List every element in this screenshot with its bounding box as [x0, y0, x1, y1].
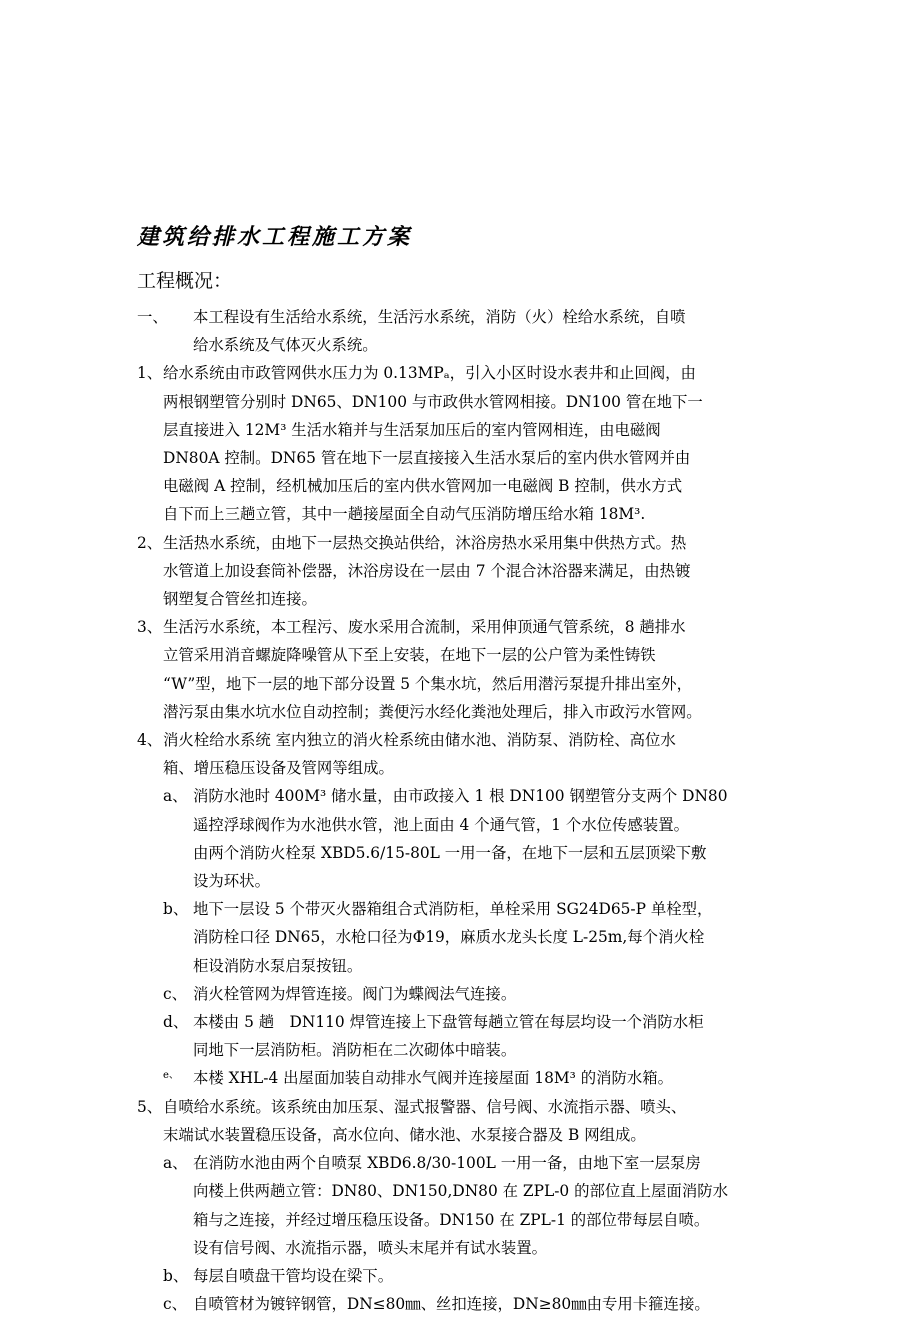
- paragraph-line: 给水系统由市政管网供水压力为 0.13MPₐ，引入小区时设水表井和止回阀，由: [163, 364, 696, 383]
- paragraph-line: 自喷管材为镀锌钢管，DN≤80㎜、丝扣连接，DN≥80㎜由专用卡箍连接。: [193, 1295, 710, 1314]
- paragraph: [0, 782, 920, 895]
- paragraph-line: 遥控浮球阀作为水池供水管，池上面由 4 个通气管，1 个水位传感装置。: [193, 815, 689, 834]
- paragraph-line: 钢塑复合管丝扣连接。: [163, 590, 317, 609]
- paragraph-line: 向楼上供两趟立管：DN80、DN150,DN80 在 ZPL-0 的部位直上屋面消防水: [193, 1182, 728, 1201]
- paragraph: [0, 1149, 920, 1262]
- paragraph-line: 生活污水系统，本工程污、废水采用合流制，采用伸顶通气管系统，8 趟排水: [163, 618, 686, 637]
- paragraph-line: 自喷给水系统。该系统由加压泵、湿式报警器、信号阀、水流指示器、喷头、: [163, 1097, 687, 1116]
- paragraph-line: 柜设消防水泵启泵按钮。: [193, 956, 363, 975]
- paragraph-marker: 一、: [137, 308, 168, 326]
- paragraph: [0, 359, 920, 528]
- paragraph: [0, 895, 920, 980]
- paragraph-line: 地下一层设 5 个带灭火器箱组合式消防柜，单栓采用 SG24D65-P 单栓型，: [193, 900, 713, 919]
- paragraph-line: 立管采用消音螺旋降噪管从下至上安装，在地下一层的公户管为柔性铸铁: [163, 646, 656, 665]
- paragraph-line: 箱与之连接，并经过增压稳压设备。DN150 在 ZPL-1 的部位带每层自喷。: [193, 1210, 710, 1229]
- paragraph: [0, 303, 920, 359]
- paragraph-line: 生活热水系统，由地下一层热交换站供给，沐浴房热水采用集中供热方式。热: [163, 533, 687, 552]
- paragraph-marker: b、: [163, 1266, 189, 1285]
- paragraph-line: 消防水池时 400M³ 储水量，由市政接入 1 根 DN100 钢塑管分支两个 DN80: [193, 787, 728, 806]
- paragraph: [0, 613, 920, 726]
- paragraph-line: 本楼 XHL-4 出屋面加装自动排水气阀并连接屋面 18M³ 的消防水箱。: [193, 1069, 674, 1088]
- paragraph: [0, 1262, 920, 1290]
- paragraph-marker: 1、: [137, 364, 163, 383]
- paragraph-marker: 3、: [137, 618, 163, 637]
- paragraph-marker: a、: [163, 1154, 188, 1173]
- paragraph: [0, 529, 920, 614]
- paragraph-marker: d、: [163, 1013, 189, 1032]
- paragraph-marker: a、: [163, 787, 188, 806]
- paragraph-line: DN80A 控制。DN65 管在地下一层直接接入生活水泵后的室内供水管网并由: [163, 449, 691, 468]
- paragraph-line: 设为环状。: [193, 872, 270, 891]
- paragraph-line: 箱、增压稳压设备及管网等组成。: [163, 759, 394, 778]
- paragraph-line: 末端试水装置稳压设备，高水位向、储水池、水泵接合器及 B 网组成。: [163, 1125, 646, 1144]
- paragraph-line: 本楼由 5 趟 DN110 焊管连接上下盘管每趟立管在每层均设一个消防水柜: [193, 1013, 704, 1032]
- paragraph-line: 层直接进入 12M³ 生活水箱并与生活泵加压后的室内管网相连，由电磁阀: [163, 420, 661, 439]
- paragraph-line: 消火栓给水系统 室内独立的消火栓系统由储水池、消防泵、消防栓、高位水: [163, 731, 676, 750]
- paragraph-line: 本工程设有生活给水系统，生活污水系统，消防（火）栓给水系统，自喷: [193, 308, 686, 326]
- paragraph-marker: b、: [163, 900, 189, 919]
- document-body: [0, 303, 920, 1318]
- paragraph-line: 每层自喷盘干管均设在梁下。: [193, 1266, 394, 1285]
- paragraph-line: 自下而上三趟立管，其中一趟接屋面全自动气压消防增压给水箱 18M³.: [163, 505, 646, 524]
- paragraph: [0, 1008, 920, 1064]
- paragraph-line: 同地下一层消防柜。消防柜在二次砌体中暗装。: [193, 1041, 517, 1060]
- paragraph-marker: c、: [163, 984, 188, 1003]
- paragraph-line: 两根钢塑管分别时 DN65、DN100 与市政供水管网相接。DN100 管在地下一: [163, 392, 703, 411]
- paragraph-line: 潜污泵由集水坑水位自动控制；粪便污水经化粪池处理后，排入市政污水管网。: [163, 702, 702, 721]
- paragraph-line: 电磁阀 A 控制，经机械加压后的室内供水管网加一电磁阀 B 控制，供水方式: [163, 477, 683, 496]
- paragraph-line: 水管道上加设套筒补偿器，沐浴房设在一层由 7 个混合沐浴器来满足，由热镀: [163, 561, 691, 580]
- paragraph-marker: c、: [163, 1295, 188, 1314]
- paragraph: [0, 1290, 920, 1318]
- paragraph: [0, 1093, 920, 1149]
- paragraph: [0, 1064, 920, 1092]
- paragraph-line: “W”型，地下一层的地下部分设置 5 个集水坑，然后用潜污泵提升排出室外，: [163, 674, 692, 693]
- section-heading: 工程概况：: [137, 270, 233, 292]
- paragraph-marker: e、: [163, 1070, 179, 1082]
- paragraph-line: 消防栓口径 DN65，水枪口径为Φ19，麻质水龙头长度 L-25m,每个消火栓: [193, 928, 705, 947]
- paragraph-line: 设有信号阀、水流指示器，喷头末尾并有试水装置。: [193, 1238, 547, 1257]
- document-title: 建筑给排水工程施工方案: [137, 224, 413, 250]
- paragraph-marker: 5、: [137, 1097, 163, 1116]
- paragraph-line: 消火栓管网为焊管连接。阀门为蝶阀法气连接。: [193, 984, 517, 1003]
- paragraph-marker: 4、: [137, 731, 163, 750]
- paragraph: [0, 726, 920, 782]
- paragraph-line: 在消防水池由两个自喷泵 XBD6.8/30-100L 一用一备，由地下室一层泵房: [193, 1154, 701, 1173]
- paragraph-line: 给水系统及气体灭火系统。: [193, 336, 378, 355]
- paragraph-line: 由两个消防火栓泵 XBD5.6/15-80L 一用一备，在地下一层和五层顶梁下敷: [193, 843, 707, 862]
- paragraph-marker: 2、: [137, 533, 163, 552]
- paragraph: [0, 980, 920, 1008]
